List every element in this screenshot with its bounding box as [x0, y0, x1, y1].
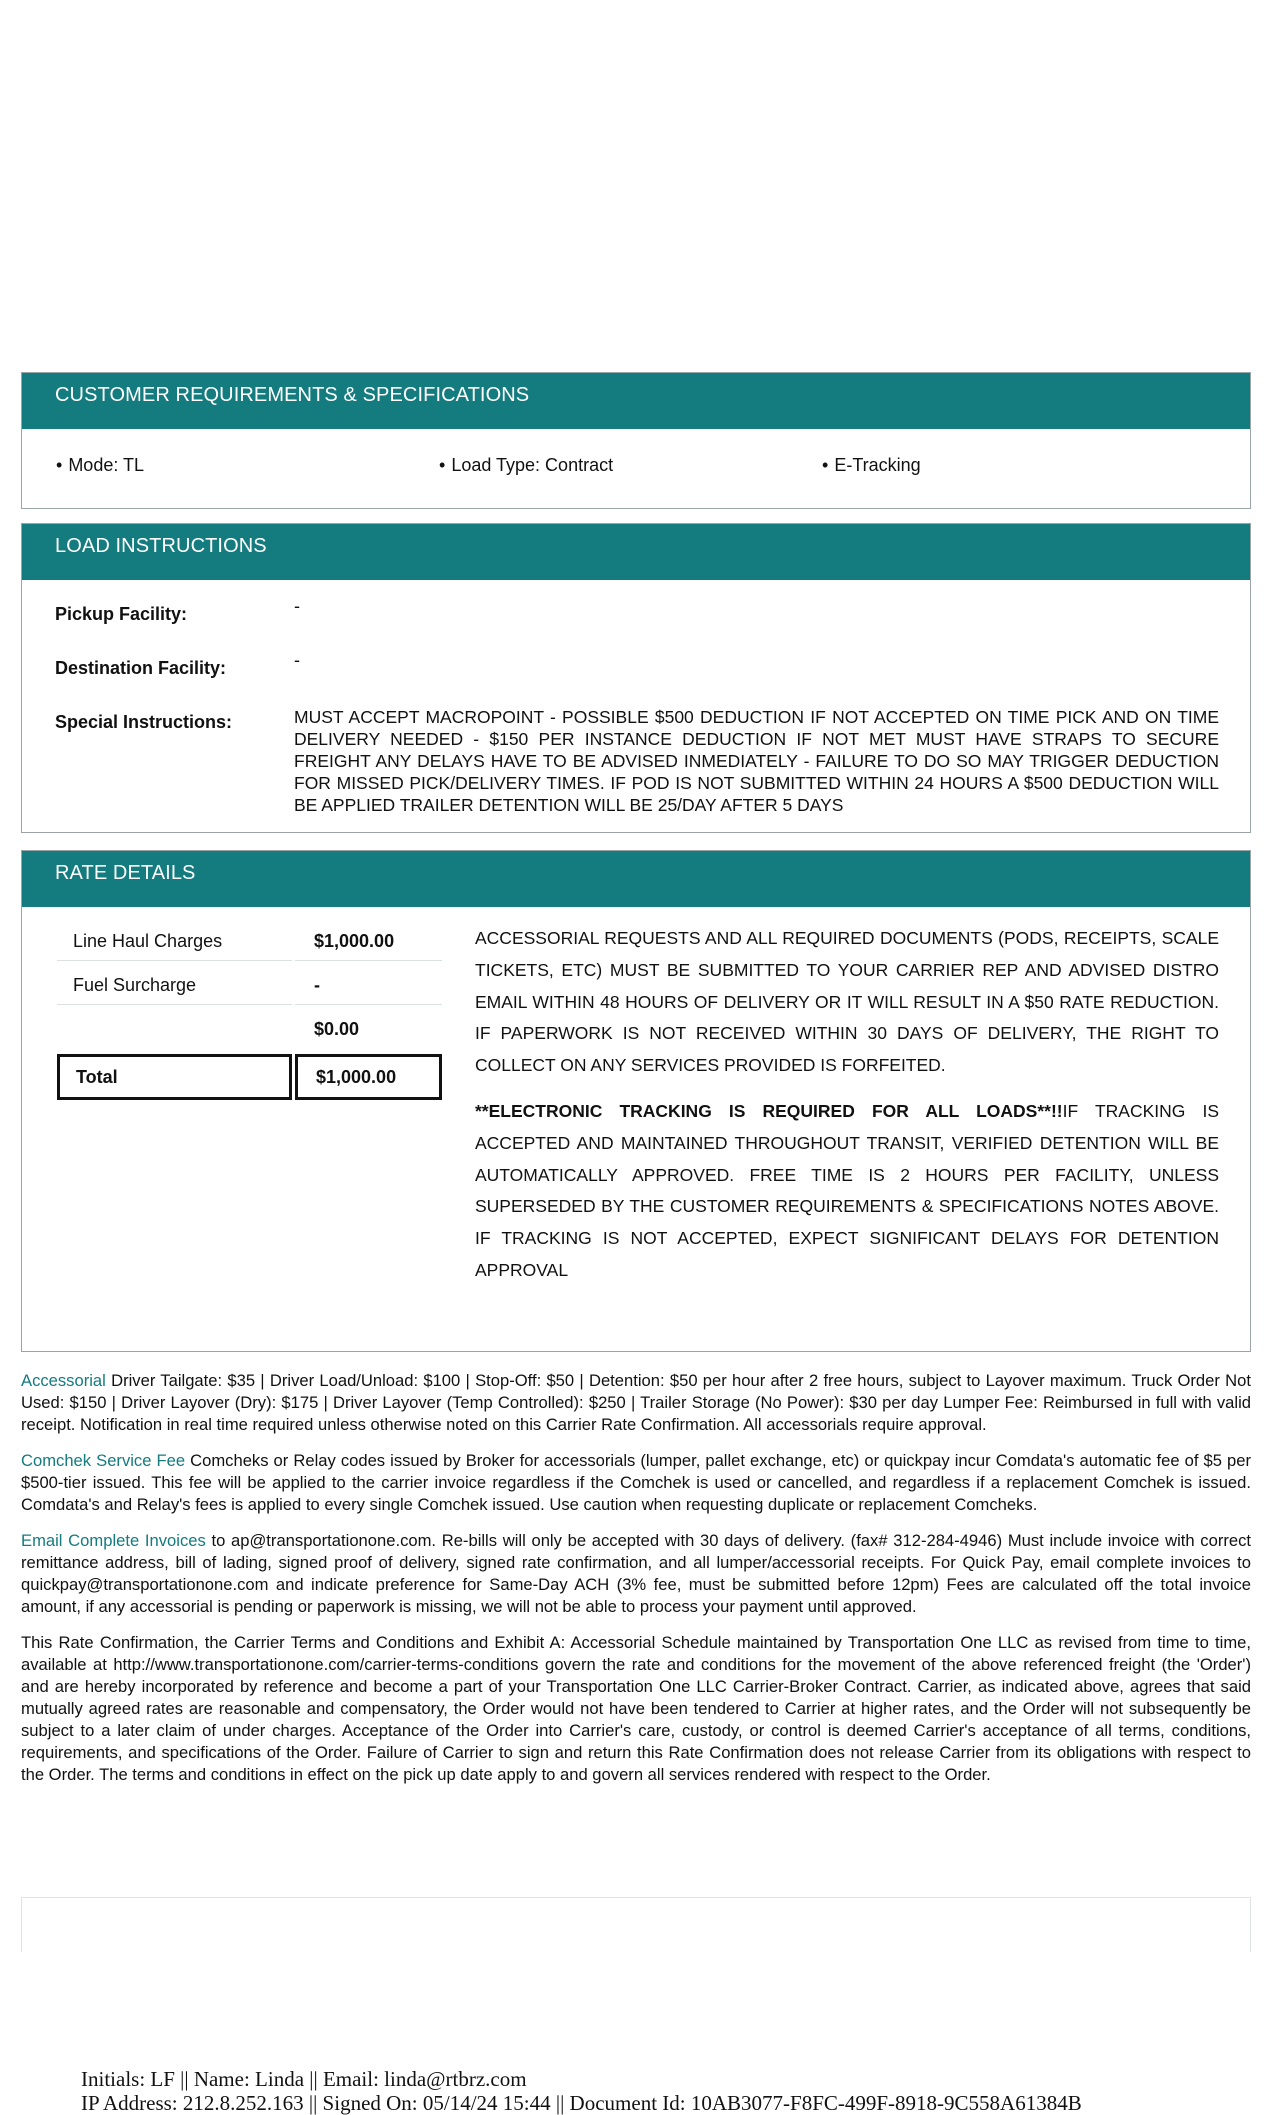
signature-line-2: IP Address: 212.8.252.163 || Signed On: 05/14/24 15:44 || Document Id: 10AB3077-F8FC-499F-8918-9C558A61384B: [81, 2091, 1082, 2115]
comchek-text: Comcheks or Relay codes issued by Broker for accessorials (lumper, pallet exchange, etc) or quickpay incur Comdata's automatic fee of $5 per $500-tier issued. This fee will be applied to the carrier invoice regardless if the Comchek is used or cancelled, and regardless if a replacement Comchek is issued. Comdata's and Relay's fees is applied to every single Comchek issued. Use caution when requesting duplicate or replacement Comcheks.: [21, 1451, 1251, 1514]
special-instructions-value: MUST ACCEPT MACROPOINT - POSSIBLE $500 DEDUCTION IF NOT ACCEPTED ON TIME PICK AND ON TIME DELIVERY NEEDED - $150 PER INSTANCE DEDUCTION IF NOT MET MUST HAVE STRAPS TO SECURE FREIGHT ANY DELAYS HAVE TO BE ADVISED INMEDIATELY - FAILURE TO DO SO MAY TRIGGER DEDUCTION FOR MISSED PICK/DELIVERY TIMES. IF POD IS NOT SUBMITTED WITHIN 24 HOURS A $500 DEDUCTION WILL BE APPLIED TRAILER DETENTION WILL BE 25/DAY AFTER 5 DAYS: [294, 707, 1219, 815]
invoices-paragraph: [21, 1530, 1251, 1618]
accessorial-title: Accessorial: [21, 1371, 106, 1390]
rate-value: $1,000.00: [295, 921, 442, 961]
rate-row-other: [57, 1009, 442, 1049]
signature-block: [81, 2067, 1082, 2115]
tracking-note-bold: **ELECTRONIC TRACKING IS REQUIRED FOR ALL LOADS**!!: [475, 1100, 1063, 1121]
rate-details-panel: [21, 850, 1251, 1352]
agreement-paragraph: This Rate Confirmation, the Carrier Terms and Conditions and Exhibit A: Accessorial Schedule maintained by Transportation One LLC as revised from time to time, available at http://www.transportationone.com/carrier-terms-conditions govern the rate and conditions for the movement of the above referenced freight (the 'Order') and are hereby incorporated by reference and become a part of your Transportation One LLC Carrier-Broker Contract. Carrier, as indicated above, agrees that said mutually agreed rates are reasonable and compensatory, the Order would not have been tendered to Carrier at higher rates, and the Order will not subsequently be subject to a later claim of under charges. Acceptance of the Order into Carrier's care, custody, or control is deemed Carrier's acceptance of all terms, conditions, requirements, and specifications of the Order. Failure of Carrier to sign and return this Rate Confirmation does not release Carrier from its obligations with respect to the Order. The terms and conditions in effect on the pick up date apply to and govern all services rendered with respect to the Order.: [21, 1633, 1251, 1784]
requirement-mode: Mode: TL: [68, 455, 145, 475]
requirement-tracking: E-Tracking: [834, 455, 921, 475]
pickup-facility-value: -: [294, 596, 300, 616]
rate-label: [57, 1009, 292, 1049]
customer-requirements-header: CUSTOMER REQUIREMENTS & SPECIFICATIONS: [22, 373, 1250, 429]
tracking-note-text: IF TRACKING IS ACCEPTED AND MAINTAINED THROUGHOUT TRANSIT, VERIFIED DETENTION WILL BE AUTOMATICALLY APPROVED. FREE TIME IS 2 HOURS PER FACILITY, UNLESS SUPERSEDED BY THE CUSTOMER REQUIREMENTS & SPECIFICATIONS NOTES ABOVE. IF TRACKING IS NOT ACCEPTED, EXPECT SIGNIFICANT DELAYS FOR DETENTION APPROVAL: [475, 1100, 1219, 1280]
invoices-title: Email Complete Invoices: [21, 1531, 206, 1550]
accessorial-text: Driver Tailgate: $35 | Driver Load/Unload: $100 | Stop-Off: $50 | Detention: $50 per hour after 2 free hours, subject to Layover maximum. Truck Order Not Used: $150 | Driver Layover (Dry): $175 | Driver Layover (Temp Controlled): $250 | Trailer Storage (No Power): $30 per day Lumper Fee: Reimbursed in full with valid receipt. Notification in real time required unless otherwise noted on this Carrier Rate Confirmation. All accessorials require approval.: [21, 1371, 1251, 1434]
bullet-icon: •: [822, 455, 829, 475]
rate-value: $0.00: [314, 1019, 360, 1039]
accessorial-paragraph: [21, 1370, 1251, 1436]
bullet-icon: •: [56, 455, 63, 475]
total-value: $1,000.00: [295, 1054, 442, 1100]
rate-value: -: [295, 965, 442, 1005]
comchek-paragraph: [21, 1450, 1251, 1516]
requirement-load-type: Load Type: Contract: [451, 455, 614, 475]
load-instructions-panel: [21, 523, 1251, 833]
requirement-item: [822, 455, 921, 476]
rate-notes: [475, 923, 1219, 1301]
customer-requirements-panel: [21, 372, 1251, 509]
requirement-item: [439, 455, 613, 476]
rate-row-fuel: [57, 965, 442, 1005]
rate-label: Line Haul Charges: [57, 921, 292, 961]
load-instructions-header: LOAD INSTRUCTIONS: [22, 524, 1250, 580]
comchek-title: Comchek Service Fee: [21, 1451, 186, 1470]
bullet-icon: •: [439, 455, 446, 475]
signature-box: [21, 1897, 1251, 1952]
destination-facility-label: Destination Facility:: [55, 658, 227, 678]
rate-row-line-haul: [57, 921, 442, 961]
tracking-note: [475, 1096, 1219, 1287]
accessorial-note: ACCESSORIAL REQUESTS AND ALL REQUIRED DOCUMENTS (PODS, RECEIPTS, SCALE TICKETS, ETC) MUST BE SUBMITTED TO YOUR CARRIER REP AND ADVISED DISTRO EMAIL WITHIN 48 HOURS OF DELIVERY OR IT WILL RESULT IN A $50 RATE REDUCTION. IF PAPERWORK IS NOT RECEIVED WITHIN 30 DAYS OF DELIVERY, THE RIGHT TO COLLECT ON ANY SERVICES PROVIDED IS FORFEITED.: [475, 928, 1219, 1076]
destination-facility-value: -: [294, 650, 300, 670]
rate-details-header: RATE DETAILS: [22, 851, 1250, 907]
special-instructions-label: Special Instructions:: [55, 712, 233, 732]
signature-line-1: Initials: LF || Name: Linda || Email: linda@rtbrz.com: [81, 2067, 527, 2091]
total-label: Total: [57, 1054, 292, 1100]
rate-total-row: [57, 1054, 442, 1100]
rate-label: Fuel Surcharge: [57, 965, 292, 1005]
requirement-item: [56, 455, 144, 476]
terms-section: [21, 1370, 1251, 1800]
pickup-facility-label: Pickup Facility:: [55, 604, 188, 624]
invoices-text: to ap@transportationone.com. Re-bills will only be accepted with 30 days of delivery. (fax# 312-284-4946) Must include invoice with correct remittance address, bill of lading, signed proof of delivery, signed rate confirmation, and all lumper/accessorial receipts. For Quick Pay, email complete invoices to quickpay@transportationone.com and indicate preference for Same-Day ACH (3% fee, must be submitted before 12pm) Fees are calculated off the total invoice amount, if any accessorial is pending or paperwork is missing, we will not be able to process your payment until approved.: [21, 1531, 1252, 1616]
